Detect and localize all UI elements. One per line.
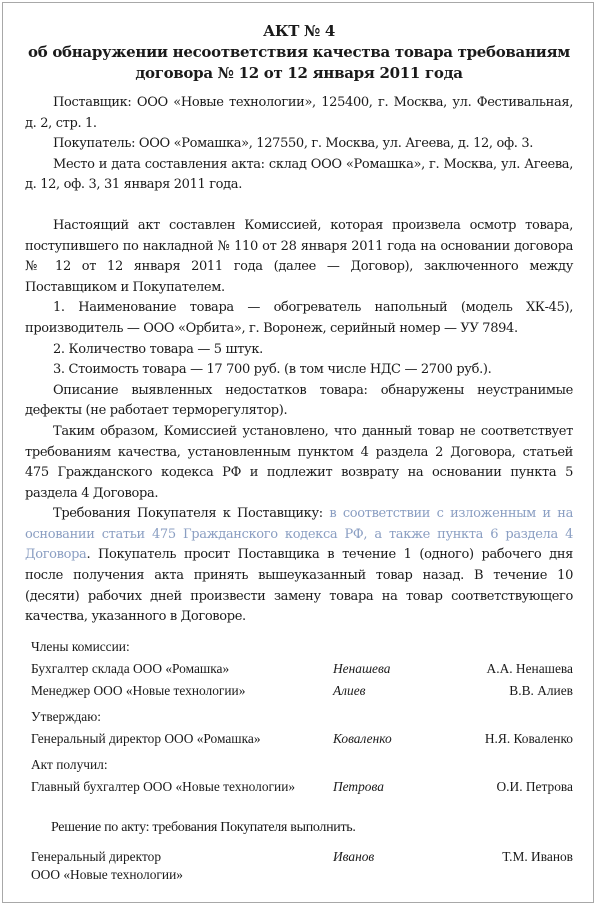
director-name: Т.М. Иванов xyxy=(502,848,573,864)
item-name: 1. Наименование товара — обогреватель напольный (модель ХК-45), производитель — ООО «Орбита», г. Воронеж, серийный номер — УУ 7894. xyxy=(25,300,573,336)
supplier-info: Поставщик: ООО «Новые технологии», 125400, г. Москва, ул. Фестивальная, д. 2, стр. 1. xyxy=(25,95,573,131)
received-label: Акт получил: xyxy=(31,756,108,772)
receiver-role: Главный бухгалтер ООО «Новые технологии» xyxy=(31,778,296,794)
director-role-line2: ООО «Новые технологии» xyxy=(31,866,183,882)
intro-paragraph: Настоящий акт составлен Комиссией, которая произвела осмотр товара, поступившего по накладной № 110 от 28 января 2011 года на основании договора № 12 от 12 января 2011 года (далее — Договор), заключенного между Поставщиком и Покупателем. xyxy=(25,217,573,295)
signer-name: В.В. Алиев xyxy=(509,682,573,698)
signer-role: Бухгалтер склада ООО «Ромашка» xyxy=(31,660,230,676)
receiver-signature: Петрова xyxy=(333,778,384,794)
director-row xyxy=(31,848,573,884)
demands-paragraph xyxy=(25,504,573,628)
defects-description: Описание выявленных недостатков товара: обнаружены неустранимые дефекты (не работает терморегулятор). xyxy=(25,382,573,419)
signer-role: Менеджер ООО «Новые технологии» xyxy=(31,682,246,698)
director-signature: Иванов xyxy=(333,848,375,864)
signature-block xyxy=(25,638,573,884)
decision-text: Решение по акту: требования Покупателя выполнить. xyxy=(51,819,356,835)
signer-name: А.А. Ненашева xyxy=(486,660,573,676)
approver-row xyxy=(31,730,573,748)
approver-role: Генеральный директор ООО «Ромашка» xyxy=(31,730,261,746)
act-subtitle-line2: договора № 12 от 12 января 2011 года xyxy=(135,64,463,82)
signature-row xyxy=(31,682,573,700)
item-cost: 3. Стоимость товара — 17 700 руб. (в том числе НДС — 2700 руб.). xyxy=(53,362,492,378)
director-role-line1: Генеральный директор xyxy=(31,848,162,864)
receiver-row xyxy=(31,778,573,796)
director-role xyxy=(31,848,327,884)
act-title: АКТ № 4 xyxy=(262,22,336,40)
act-body xyxy=(25,93,573,628)
item-quantity: 2. Количество товара — 5 штук. xyxy=(53,341,263,357)
signer-signature: Алиев xyxy=(333,682,366,698)
receiver-name: О.И. Петрова xyxy=(496,778,573,794)
spacer xyxy=(25,196,573,216)
demands-highlight: в соответствии с изложенным и на основании статьи 475 Гражданского кодекса РФ, а также пункта 6 раздела 4 Договора xyxy=(25,506,574,563)
conclusion-paragraph: Таким образом, Комиссией установлено, что данный товар не соответствует требованиям качества, установленным пунктом 4 раздела 2 Договора, статьей 475 Гражданского кодекса РФ и подлежит возврату на основании пункта 5 раздела 4 Договора. xyxy=(25,423,573,501)
signer-signature: Ненашева xyxy=(333,660,391,676)
approve-label: Утверждаю: xyxy=(31,708,101,724)
demands-suffix: . Покупатель просит Поставщика в течение 1 (одного) рабочего дня после получения акта принять вышеуказанный товар назад. В течение 10 (десяти) рабочих дней произвести замену товара на товар соответствующего качества, указанного в Договоре. xyxy=(25,547,573,625)
signature-row xyxy=(31,660,573,678)
act-subtitle-line1: об обнаружении несоответствия качества товара требованиям xyxy=(27,43,570,61)
buyer-info: Покупатель: ООО «Ромашка», 127550, г. Москва, ул. Агеева, д. 12, оф. 3. xyxy=(53,136,534,152)
approver-signature: Коваленко xyxy=(333,730,392,746)
demands-prefix: Требования Покупателя к Поставщику: xyxy=(53,506,330,522)
place-date-info: Место и дата составления акта: склад ООО «Ромашка», г. Москва, ул. Агеева, д. 12, оф. 3, 31 января 2011 года. xyxy=(25,156,573,193)
commission-label: Члены комиссии: xyxy=(31,638,130,654)
approver-name: Н.Я. Коваленко xyxy=(484,730,573,746)
document-page xyxy=(2,2,594,903)
